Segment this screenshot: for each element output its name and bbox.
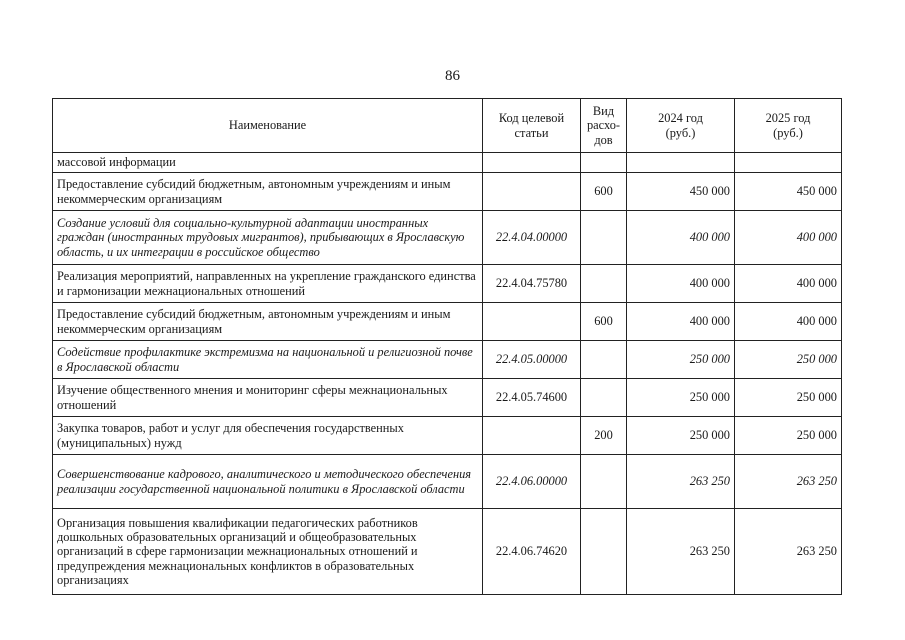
row-kind bbox=[581, 509, 627, 595]
row-name: Закупка товаров, работ и услуг для обеспечения государственных (муниципальных) нужд bbox=[53, 417, 483, 455]
row-2024: 263 250 bbox=[627, 455, 735, 509]
row-2024: 450 000 bbox=[627, 173, 735, 211]
row-2024: 250 000 bbox=[627, 379, 735, 417]
row-name: Предоставление субсидий бюджетным, автономным учреждениям и иным некоммерческим организациям bbox=[53, 173, 483, 211]
row-name: Содействие профилактике экстремизма на национальной и религиозной почве в Ярославской области bbox=[53, 341, 483, 379]
row-kind: 600 bbox=[581, 303, 627, 341]
row-2024: 250 000 bbox=[627, 417, 735, 455]
table-row bbox=[53, 265, 842, 303]
row-2025: 450 000 bbox=[735, 173, 842, 211]
table-body bbox=[53, 153, 842, 595]
row-2025: 400 000 bbox=[735, 211, 842, 265]
header-name: Наименование bbox=[53, 99, 483, 153]
header-row bbox=[53, 99, 842, 153]
table-row bbox=[53, 455, 842, 509]
table-row bbox=[53, 509, 842, 595]
budget-table bbox=[52, 98, 842, 595]
row-2025: 250 000 bbox=[735, 341, 842, 379]
table-row bbox=[53, 341, 842, 379]
header-code: Код целевой статьи bbox=[483, 99, 581, 153]
row-2024 bbox=[627, 153, 735, 173]
header-2025: 2025 год (руб.) bbox=[735, 99, 842, 153]
table-row bbox=[53, 379, 842, 417]
row-code: 22.4.06.00000 bbox=[483, 455, 581, 509]
row-code: 22.4.05.74600 bbox=[483, 379, 581, 417]
row-kind bbox=[581, 379, 627, 417]
row-name: Совершенствование кадрового, аналитического и методического обеспечения реализации государственной национальной политики в Ярославской области bbox=[53, 455, 483, 509]
row-code bbox=[483, 173, 581, 211]
row-2025 bbox=[735, 153, 842, 173]
row-2025: 263 250 bbox=[735, 455, 842, 509]
row-2025: 400 000 bbox=[735, 303, 842, 341]
row-2025: 263 250 bbox=[735, 509, 842, 595]
row-kind: 600 bbox=[581, 173, 627, 211]
table-row bbox=[53, 173, 842, 211]
row-kind bbox=[581, 211, 627, 265]
row-code: 22.4.04.75780 bbox=[483, 265, 581, 303]
row-kind bbox=[581, 265, 627, 303]
table-row bbox=[53, 153, 842, 173]
row-2024: 400 000 bbox=[627, 265, 735, 303]
header-2024: 2024 год (руб.) bbox=[627, 99, 735, 153]
row-kind bbox=[581, 341, 627, 379]
row-code: 22.4.05.00000 bbox=[483, 341, 581, 379]
row-name: Предоставление субсидий бюджетным, автономным учреждениям и иным некоммерческим организациям bbox=[53, 303, 483, 341]
row-2025: 250 000 bbox=[735, 417, 842, 455]
table-header bbox=[53, 99, 842, 153]
row-code bbox=[483, 153, 581, 173]
row-code: 22.4.06.74620 bbox=[483, 509, 581, 595]
page-number: 86 bbox=[445, 68, 460, 84]
table-row bbox=[53, 303, 842, 341]
header-kind: Вид расхо- дов bbox=[581, 99, 627, 153]
row-code: 22.4.04.00000 bbox=[483, 211, 581, 265]
row-name: Изучение общественного мнения и мониторинг сферы межнациональных отношений bbox=[53, 379, 483, 417]
row-kind bbox=[581, 455, 627, 509]
row-2025: 250 000 bbox=[735, 379, 842, 417]
row-2024: 400 000 bbox=[627, 303, 735, 341]
row-code bbox=[483, 303, 581, 341]
row-2025: 400 000 bbox=[735, 265, 842, 303]
table-row bbox=[53, 417, 842, 455]
row-code bbox=[483, 417, 581, 455]
row-name: Создание условий для социально-культурной адаптации иностранных граждан (иностранных трудовых мигрантов), прибывающих в Ярославскую область, и их интеграции в российское общество bbox=[53, 211, 483, 265]
row-2024: 250 000 bbox=[627, 341, 735, 379]
row-name: Реализация мероприятий, направленных на укрепление гражданского единства и гармонизации межнациональных отношений bbox=[53, 265, 483, 303]
row-name: массовой информации bbox=[53, 153, 483, 173]
row-2024: 400 000 bbox=[627, 211, 735, 265]
row-name: Организация повышения квалификации педагогических работников дошкольных образовательных организаций и общеобразовательных организаций в сфере гармонизации межнациональных отношений и предупреждения межнациональных конфликтов в образовательных организациях bbox=[53, 509, 483, 595]
table-row bbox=[53, 211, 842, 265]
row-kind bbox=[581, 153, 627, 173]
row-kind: 200 bbox=[581, 417, 627, 455]
row-2024: 263 250 bbox=[627, 509, 735, 595]
